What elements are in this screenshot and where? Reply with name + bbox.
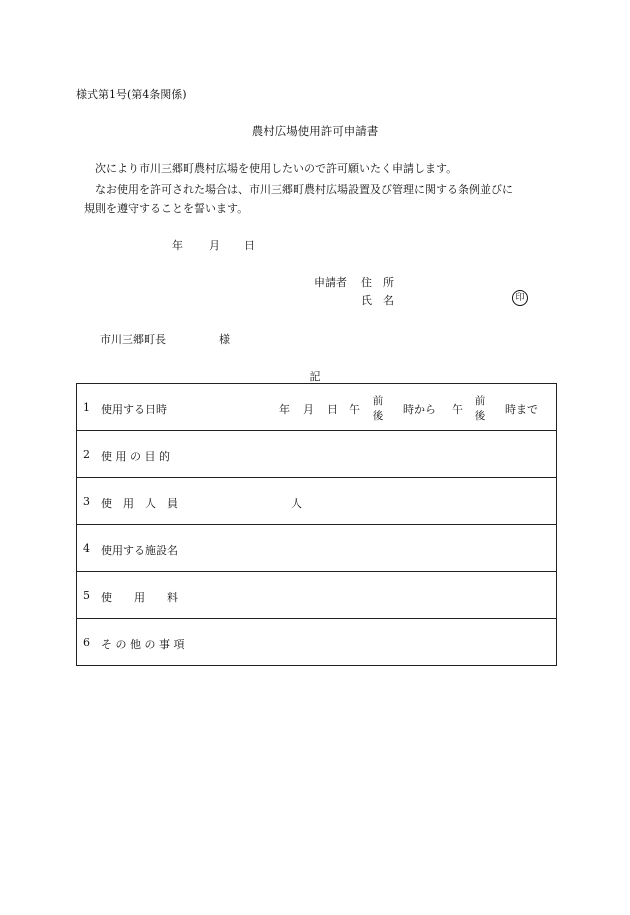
row-label: そ の 他 の 事 項 <box>101 638 185 651</box>
name-label-2: 名 <box>383 294 394 307</box>
row1-zengo-2 <box>473 394 487 424</box>
table-row <box>77 431 557 478</box>
row1-until: 時まで <box>505 403 538 416</box>
table-row <box>77 384 557 431</box>
row-number: 5 <box>83 589 90 602</box>
row-label: 使用する日時 <box>101 403 167 416</box>
row-number: 6 <box>83 636 90 649</box>
table-row <box>77 478 557 525</box>
row-number: 3 <box>83 495 90 508</box>
row-number: 4 <box>83 542 90 555</box>
form-number: 様式第1号(第4条関係) <box>76 88 187 101</box>
seal-icon: 印 <box>512 290 528 306</box>
row-number: 2 <box>83 448 90 461</box>
zengo2-bottom: 後 <box>474 410 486 422</box>
zengo1-bottom: 後 <box>372 410 384 422</box>
ki-heading: 記 <box>309 370 321 383</box>
application-details-table <box>76 383 557 666</box>
date-month-label: 月 <box>209 239 220 252</box>
row-label: 使 用 人 員 <box>101 497 178 510</box>
body-paragraph-3: 規則を遵守することを誓います。 <box>84 202 249 215</box>
document-title: 農村広場使用許可申請書 <box>251 124 379 138</box>
row1-go1: 午 <box>349 403 360 416</box>
row-label: 使 用 料 <box>101 591 178 604</box>
row-label: 使用する施設名 <box>101 544 178 557</box>
date-day-label: 日 <box>244 239 255 252</box>
address-label-1: 住 <box>361 276 372 289</box>
row1-zengo-1 <box>371 394 385 424</box>
addressee-name: 市川三郷町長 <box>100 333 166 346</box>
date-year-label: 年 <box>172 239 183 252</box>
row3-unit: 人 <box>291 497 302 510</box>
table-row <box>77 525 557 572</box>
body-paragraph-2: なお使用を許可された場合は、市川三郷町農村広場設置及び管理に関する条例並びに <box>95 183 513 196</box>
body-paragraph-1: 次により市川三郷町農村広場を使用したいので許可願いたく申請します。 <box>95 162 458 175</box>
name-label-1: 氏 <box>361 294 372 307</box>
row-number: 1 <box>83 401 90 414</box>
table-row <box>77 572 557 619</box>
addressee-honorific: 様 <box>219 333 230 346</box>
row1-from: 時から <box>403 403 436 416</box>
address-label-2: 所 <box>383 276 394 289</box>
row1-month: 月 <box>303 403 314 416</box>
row-label: 使 用 の 目 的 <box>101 450 170 463</box>
row1-day: 日 <box>327 403 338 416</box>
zengo2-top: 前 <box>474 395 486 407</box>
applicant-label: 申請者 <box>314 276 347 289</box>
row1-go2: 午 <box>452 403 463 416</box>
zengo1-top: 前 <box>372 395 384 407</box>
row1-year: 年 <box>279 403 290 416</box>
table-row <box>77 619 557 666</box>
